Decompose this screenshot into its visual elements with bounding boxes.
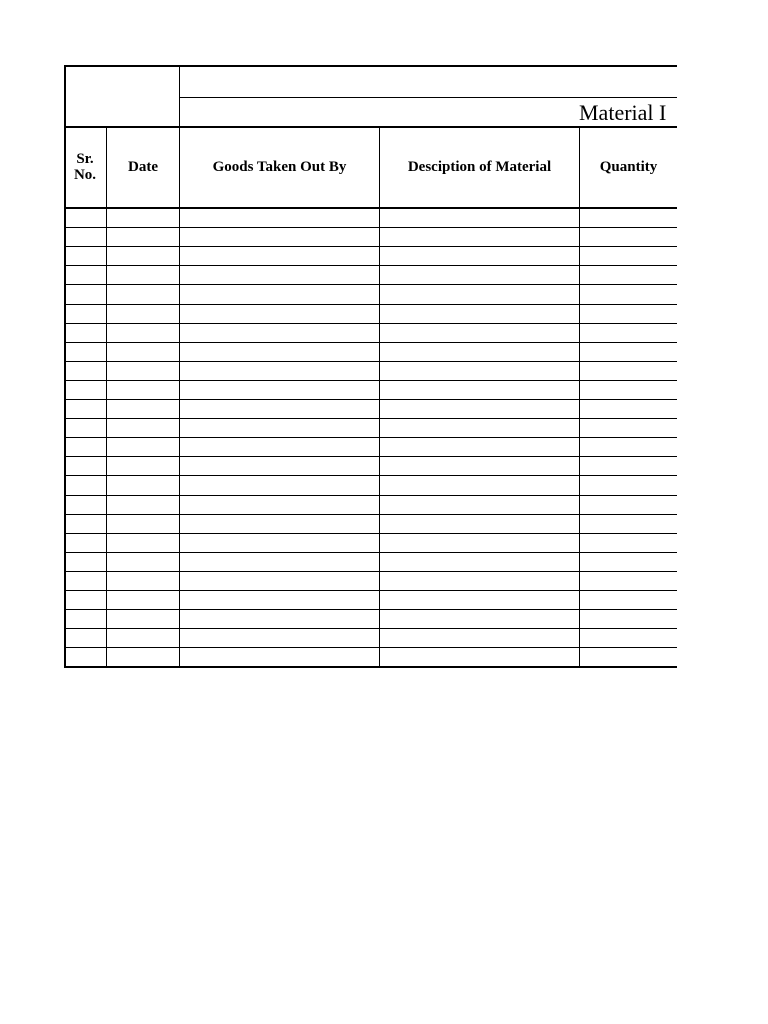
cell-quantity[interactable] — [580, 284, 677, 303]
row-line-4 — [64, 284, 677, 285]
column-header-sr-no-label: Sr. No. — [73, 151, 97, 183]
cell-sr-no[interactable] — [65, 571, 106, 590]
cell-description[interactable] — [380, 590, 579, 609]
cell-description[interactable] — [380, 628, 579, 647]
cell-date[interactable] — [107, 323, 179, 342]
row-line-10 — [64, 399, 677, 400]
cell-sr-no[interactable] — [65, 361, 106, 380]
column-header-date-label: Date — [128, 159, 158, 175]
sheet-title: Material I — [579, 100, 667, 125]
cell-quantity[interactable] — [580, 342, 677, 361]
cell-description[interactable] — [380, 227, 579, 246]
cell-quantity[interactable] — [580, 418, 677, 437]
cell-sr-no[interactable] — [65, 399, 106, 418]
header-bottom-line — [64, 207, 677, 209]
cell-description[interactable] — [380, 284, 579, 303]
row-line-3 — [64, 265, 677, 266]
cell-description[interactable] — [380, 437, 579, 456]
cell-quantity[interactable] — [580, 208, 677, 227]
cell-quantity[interactable] — [580, 265, 677, 284]
cell-date[interactable] — [107, 418, 179, 437]
cell-description[interactable] — [380, 208, 579, 227]
cell-description[interactable] — [380, 246, 579, 265]
cell-quantity[interactable] — [580, 552, 677, 571]
cell-quantity[interactable] — [580, 590, 677, 609]
cell-description[interactable] — [380, 342, 579, 361]
cell-sr-no[interactable] — [65, 304, 106, 323]
cell-goods-taken-out-by[interactable] — [180, 399, 379, 418]
table-row[interactable] — [64, 304, 677, 323]
cell-quantity[interactable] — [580, 609, 677, 628]
row-line-12 — [64, 437, 677, 438]
top-border — [64, 65, 677, 67]
cell-quantity[interactable] — [580, 514, 677, 533]
cell-description[interactable] — [380, 323, 579, 342]
cell-description[interactable] — [380, 514, 579, 533]
table-row[interactable] — [64, 361, 677, 380]
cell-description[interactable] — [380, 571, 579, 590]
row-line-13 — [64, 456, 677, 457]
left-border — [64, 65, 66, 667]
cell-goods-taken-out-by[interactable] — [180, 495, 379, 514]
cell-sr-no[interactable] — [65, 323, 106, 342]
cell-goods-taken-out-by[interactable] — [180, 342, 379, 361]
bottom-border — [64, 666, 677, 668]
cell-date[interactable] — [107, 590, 179, 609]
cell-quantity[interactable] — [580, 495, 677, 514]
cell-sr-no[interactable] — [65, 590, 106, 609]
table-row[interactable] — [64, 475, 677, 494]
cell-date[interactable] — [107, 609, 179, 628]
row-line-19 — [64, 571, 677, 572]
cell-description[interactable] — [380, 609, 579, 628]
row-line-15 — [64, 495, 677, 496]
row-line-8 — [64, 361, 677, 362]
cell-sr-no[interactable] — [65, 514, 106, 533]
table-row[interactable] — [64, 571, 677, 590]
row-line-23 — [64, 647, 677, 648]
cell-date[interactable] — [107, 456, 179, 475]
cell-goods-taken-out-by[interactable] — [180, 552, 379, 571]
column-header-description-label: Desciption of Material — [407, 159, 552, 175]
cell-description[interactable] — [380, 533, 579, 552]
material-register-sheet — [64, 65, 677, 669]
cell-date[interactable] — [107, 399, 179, 418]
cell-description[interactable] — [380, 495, 579, 514]
cell-goods-taken-out-by[interactable] — [180, 571, 379, 590]
cell-goods-taken-out-by[interactable] — [180, 533, 379, 552]
cell-quantity[interactable] — [580, 304, 677, 323]
table-row[interactable] — [64, 246, 677, 265]
title-divider — [179, 65, 180, 127]
cell-goods-taken-out-by[interactable] — [180, 437, 379, 456]
cell-sr-no[interactable] — [65, 418, 106, 437]
table-row[interactable] — [64, 437, 677, 456]
cell-date[interactable] — [107, 342, 179, 361]
table-row[interactable] — [64, 628, 677, 647]
cell-date[interactable] — [107, 437, 179, 456]
cell-goods-taken-out-by[interactable] — [180, 380, 379, 399]
cell-date[interactable] — [107, 475, 179, 494]
cell-date[interactable] — [107, 246, 179, 265]
cell-description[interactable] — [380, 456, 579, 475]
cell-date[interactable] — [107, 514, 179, 533]
cell-goods-taken-out-by[interactable] — [180, 628, 379, 647]
cell-sr-no[interactable] — [65, 380, 106, 399]
cell-goods-taken-out-by[interactable] — [180, 475, 379, 494]
cell-sr-no[interactable] — [65, 533, 106, 552]
row-line-16 — [64, 514, 677, 515]
cell-goods-taken-out-by[interactable] — [180, 246, 379, 265]
column-header-quantity — [580, 127, 677, 207]
column-divider-3 — [379, 127, 380, 666]
cell-date[interactable] — [107, 552, 179, 571]
table-row[interactable] — [64, 456, 677, 475]
row-line-6 — [64, 323, 677, 324]
cell-goods-taken-out-by[interactable] — [180, 456, 379, 475]
cell-description[interactable] — [380, 265, 579, 284]
row-line-2 — [64, 246, 677, 247]
cell-date[interactable] — [107, 571, 179, 590]
column-header-sr-no — [64, 127, 106, 207]
cell-date[interactable] — [107, 227, 179, 246]
cell-goods-taken-out-by[interactable] — [180, 514, 379, 533]
cell-sr-no[interactable] — [65, 208, 106, 227]
cell-date[interactable] — [107, 533, 179, 552]
cell-quantity[interactable] — [580, 323, 677, 342]
table-row[interactable] — [64, 495, 677, 514]
cell-goods-taken-out-by[interactable] — [180, 609, 379, 628]
cell-date[interactable] — [107, 208, 179, 227]
cell-date[interactable] — [107, 628, 179, 647]
cell-quantity[interactable] — [580, 380, 677, 399]
table-row[interactable] — [64, 399, 677, 418]
row-line-7 — [64, 342, 677, 343]
column-header-description — [380, 127, 579, 207]
row-line-5 — [64, 304, 677, 305]
row-line-14 — [64, 475, 677, 476]
header-top-line — [64, 126, 677, 128]
cell-description[interactable] — [380, 418, 579, 437]
table-row[interactable] — [64, 533, 677, 552]
cell-sr-no[interactable] — [65, 227, 106, 246]
cell-goods-taken-out-by[interactable] — [180, 227, 379, 246]
row-line-1 — [64, 227, 677, 228]
cell-quantity[interactable] — [580, 647, 677, 666]
cell-date[interactable] — [107, 304, 179, 323]
cell-goods-taken-out-by[interactable] — [180, 304, 379, 323]
cell-date[interactable] — [107, 265, 179, 284]
cell-quantity[interactable] — [580, 246, 677, 265]
cell-description[interactable] — [380, 552, 579, 571]
cell-description[interactable] — [380, 647, 579, 666]
cell-sr-no[interactable] — [65, 265, 106, 284]
table-row[interactable] — [64, 609, 677, 628]
table-row[interactable] — [64, 208, 677, 227]
cell-date[interactable] — [107, 495, 179, 514]
table-row[interactable] — [64, 380, 677, 399]
table-row[interactable] — [64, 342, 677, 361]
cell-goods-taken-out-by[interactable] — [180, 208, 379, 227]
row-line-18 — [64, 552, 677, 553]
row-line-20 — [64, 590, 677, 591]
cell-date[interactable] — [107, 380, 179, 399]
cell-goods-taken-out-by[interactable] — [180, 361, 379, 380]
cell-sr-no[interactable] — [65, 342, 106, 361]
cell-goods-taken-out-by[interactable] — [180, 265, 379, 284]
table-row[interactable] — [64, 418, 677, 437]
cell-quantity[interactable] — [580, 399, 677, 418]
cell-goods-taken-out-by[interactable] — [180, 647, 379, 666]
cell-sr-no[interactable] — [65, 647, 106, 666]
column-header-date — [107, 127, 179, 207]
cell-date[interactable] — [107, 361, 179, 380]
cell-goods-taken-out-by[interactable] — [180, 323, 379, 342]
cell-goods-taken-out-by[interactable] — [180, 590, 379, 609]
cell-date[interactable] — [107, 284, 179, 303]
cell-sr-no[interactable] — [65, 552, 106, 571]
row-line-11 — [64, 418, 677, 419]
cell-sr-no[interactable] — [65, 284, 106, 303]
cell-description[interactable] — [380, 361, 579, 380]
cell-sr-no[interactable] — [65, 246, 106, 265]
table-row[interactable] — [64, 590, 677, 609]
cell-sr-no[interactable] — [65, 475, 106, 494]
cell-sr-no[interactable] — [65, 437, 106, 456]
table-row[interactable] — [64, 265, 677, 284]
cell-description[interactable] — [380, 399, 579, 418]
table-row[interactable] — [64, 552, 677, 571]
cell-quantity[interactable] — [580, 475, 677, 494]
column-header-goods-taken-out-by — [180, 127, 379, 207]
cell-sr-no[interactable] — [65, 628, 106, 647]
cell-quantity[interactable] — [580, 227, 677, 246]
cell-quantity[interactable] — [580, 571, 677, 590]
row-line-17 — [64, 533, 677, 534]
table-row[interactable] — [64, 323, 677, 342]
cell-quantity[interactable] — [580, 361, 677, 380]
cell-quantity[interactable] — [580, 456, 677, 475]
cell-goods-taken-out-by[interactable] — [180, 418, 379, 437]
column-divider-4 — [579, 127, 580, 666]
column-header-goods-label: Goods Taken Out By — [212, 159, 347, 175]
column-divider-2 — [179, 127, 180, 666]
cell-quantity[interactable] — [580, 628, 677, 647]
column-divider-1 — [106, 127, 107, 666]
cell-quantity[interactable] — [580, 437, 677, 456]
cell-sr-no[interactable] — [65, 495, 106, 514]
cell-description[interactable] — [380, 475, 579, 494]
table-row[interactable] — [64, 514, 677, 533]
cell-date[interactable] — [107, 647, 179, 666]
row-line-21 — [64, 609, 677, 610]
row-line-22 — [64, 628, 677, 629]
column-header-quantity-label: Quantity — [599, 159, 658, 175]
cell-description[interactable] — [380, 304, 579, 323]
cell-sr-no[interactable] — [65, 609, 106, 628]
title-cell — [180, 98, 677, 126]
table-row[interactable] — [64, 647, 677, 666]
title-top-line — [179, 97, 677, 98]
table-row[interactable] — [64, 227, 677, 246]
table-row[interactable] — [64, 284, 677, 303]
cell-sr-no[interactable] — [65, 456, 106, 475]
cell-description[interactable] — [380, 380, 579, 399]
cell-quantity[interactable] — [580, 533, 677, 552]
row-line-9 — [64, 380, 677, 381]
cell-goods-taken-out-by[interactable] — [180, 284, 379, 303]
